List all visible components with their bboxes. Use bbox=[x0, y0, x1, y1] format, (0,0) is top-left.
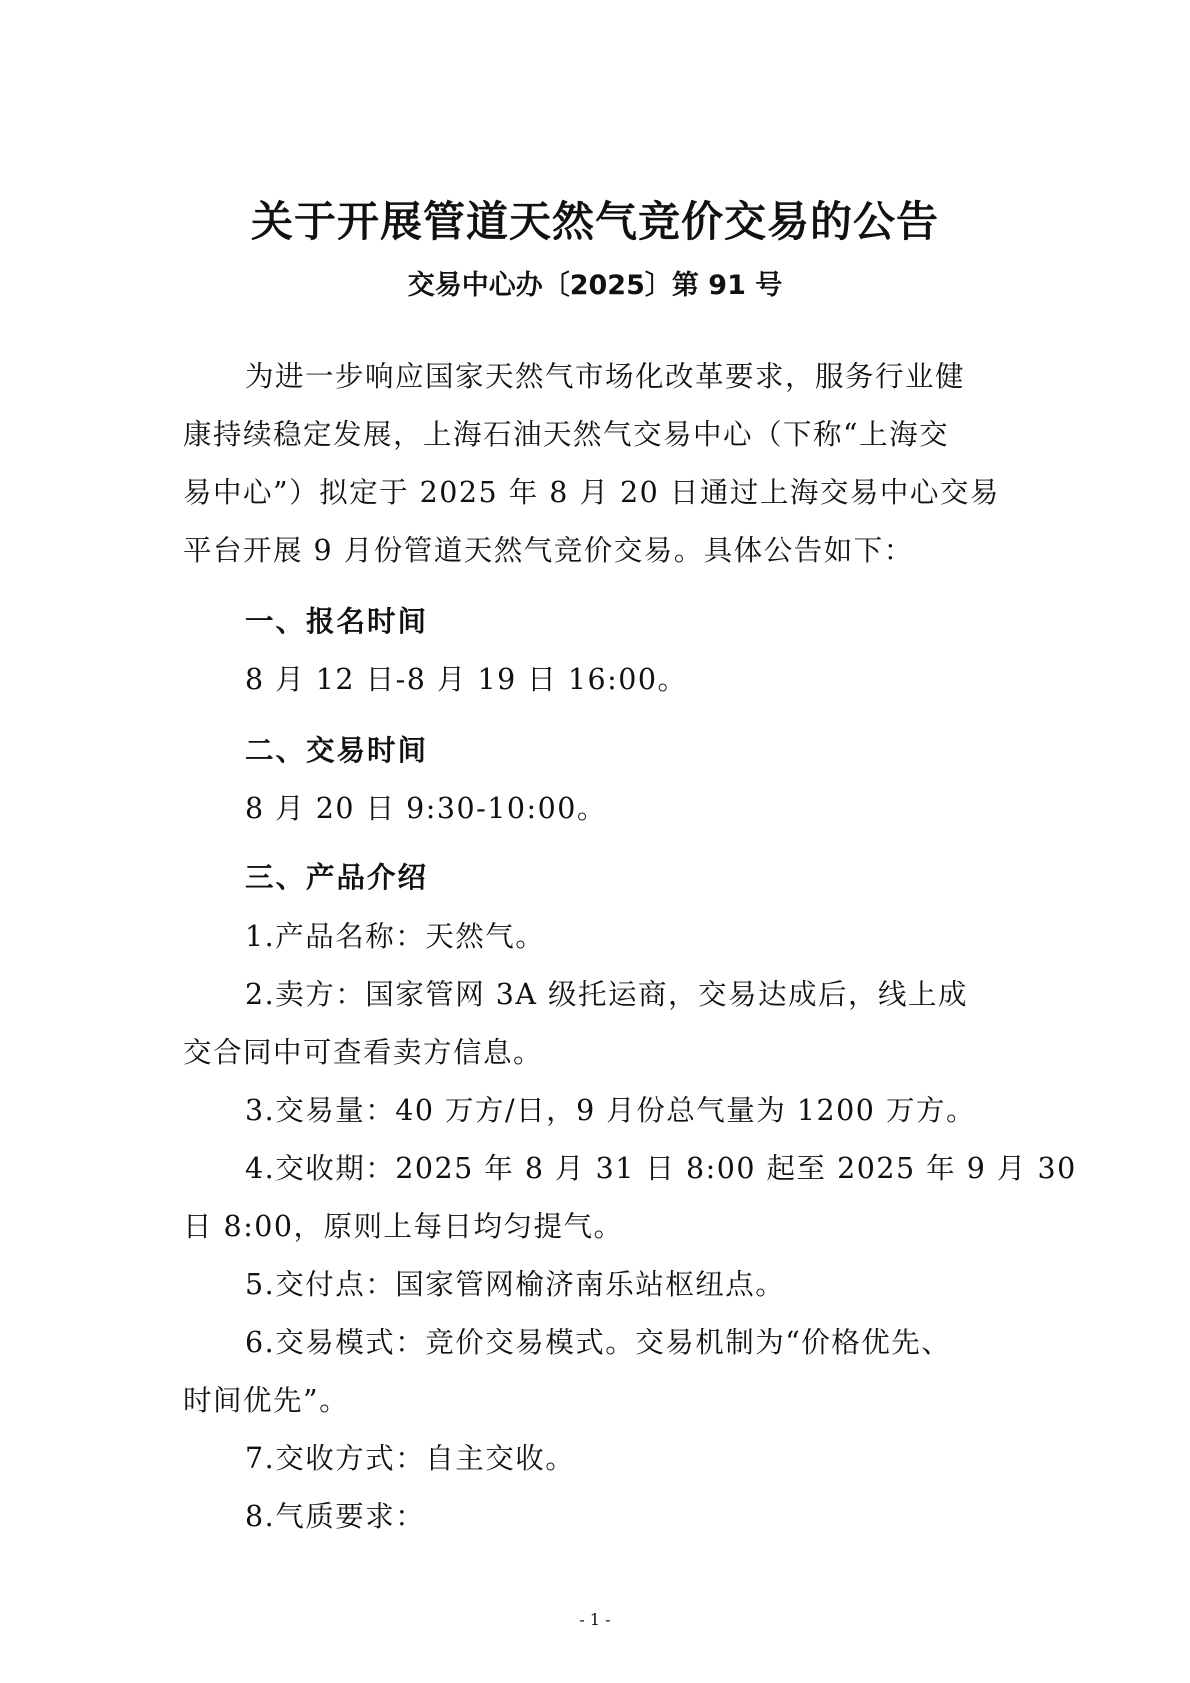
intro-paragraph-line: 康持续稳定发展，上海石油天然气交易中心（下称“上海交 bbox=[183, 418, 950, 451]
page-number: - 1 - bbox=[579, 1610, 611, 1629]
section-heading-trading: 二、交易时间 bbox=[245, 734, 429, 767]
page-title: 关于开展管道天然气竞价交易的公告 bbox=[250, 197, 939, 246]
product-item-delivery-point: 5.交付点：国家管网榆济南乐站枢纽点。 bbox=[245, 1268, 786, 1301]
product-item-trading-mode-line: 时间优先”。 bbox=[183, 1384, 350, 1417]
intro-paragraph-line: 平台开展 9 月份管道天然气竞价交易。具体公告如下： bbox=[183, 534, 914, 567]
product-item-volume: 3.交易量：40 万方/日，9 月份总气量为 1200 万方。 bbox=[245, 1094, 976, 1127]
product-item-settlement-method: 7.交收方式：自主交收。 bbox=[245, 1442, 576, 1475]
registration-time: 8 月 12 日-8 月 19 日 16:00。 bbox=[245, 663, 688, 696]
product-item-trading-mode-line: 6.交易模式：竞价交易模式。交易机制为“价格优先、 bbox=[245, 1326, 952, 1359]
product-item-delivery-period-line: 4.交收期：2025 年 8 月 31 日 8:00 起至 2025 年 9 月 30 bbox=[245, 1152, 1077, 1185]
intro-paragraph-line: 为进一步响应国家天然气市场化改革要求，服务行业健 bbox=[245, 360, 966, 393]
product-item-gas-quality: 8.气质要求： bbox=[245, 1500, 426, 1533]
trading-time: 8 月 20 日 9:30-10:00。 bbox=[245, 792, 607, 825]
section-heading-product: 三、产品介绍 bbox=[245, 861, 429, 894]
intro-paragraph-line: 易中心”）拟定于 2025 年 8 月 20 日通过上海交易中心交易 bbox=[183, 476, 1000, 509]
document-number: 交易中心办〔2025〕第 91 号 bbox=[407, 270, 783, 301]
product-item-seller-line: 交合同中可查看卖方信息。 bbox=[183, 1036, 544, 1069]
product-item-seller-line: 2.卖方：国家管网 3A 级托运商，交易达成后，线上成 bbox=[245, 978, 969, 1011]
section-heading-registration: 一、报名时间 bbox=[245, 605, 429, 638]
product-item-name: 1.产品名称：天然气。 bbox=[245, 920, 546, 953]
product-item-delivery-period-line: 日 8:00，原则上每日均匀提气。 bbox=[183, 1210, 624, 1243]
